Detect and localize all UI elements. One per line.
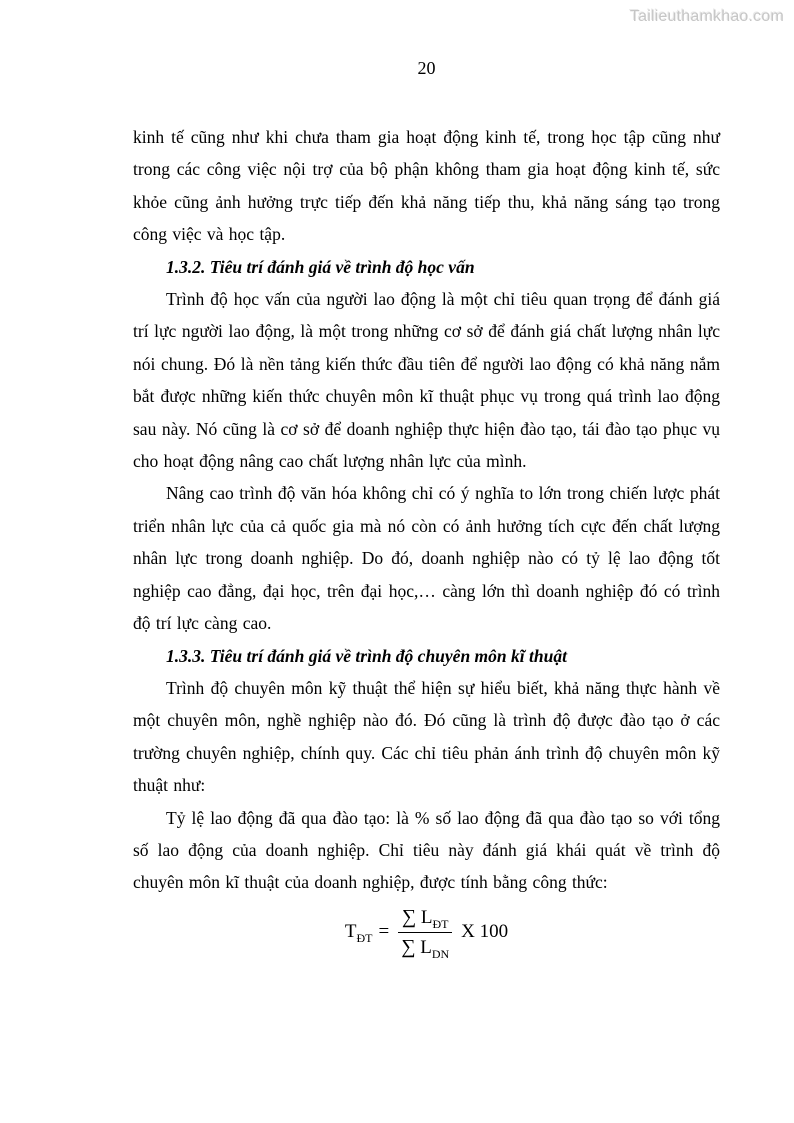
formula-multiplier: X 100: [461, 921, 509, 943]
watermark-text: Tailieuthamkhao.com: [629, 8, 784, 25]
paragraph-education-level: Trình độ học vấn của người lao động là một chỉ tiêu quan trọng để đánh giá trí lực người lao động, là một trong những cơ sở để đánh giá chất lượng nhân lực nói chung. Đó là nền tảng kiến thức đầu tiên để người lao động có khả năng nắm bắt được những kiến thức chuyên môn kĩ thuật phục vụ trong quá trình lao động sau này. Nó cũng là cơ sở để doanh nghiệp thực hiện đào tạo, tái đào tạo phục vụ cho hoạt động nâng cao chất lượng nhân lực của mình.: [133, 289, 720, 472]
formula-fraction: [397, 905, 453, 960]
section-heading-1-3-3: 1.3.3. Tiêu trí đánh giá về trình độ chuyên môn kĩ thuật: [166, 645, 567, 666]
paragraph-trained-labor-ratio: Tỷ lệ lao động đã qua đào tạo: là % số lao động đã qua đào tạo so với tổng số lao động của doanh nghiệp. Chỉ tiêu này đánh giá khái quát về trình độ chuyên môn kĩ thuật của doanh nghiệp, được tính bằng công thức:: [133, 807, 720, 893]
formula-equals: =: [378, 921, 390, 943]
formula-lhs: $T_{ĐT}$: [344, 921, 373, 945]
paragraph-health-effects: kinh tế cũng như khi chưa tham gia hoạt động kinh tế, trong học tập cũng như trong các công việc nội trợ của bộ phận không tham gia hoạt động kinh tế, sức khỏe cũng ảnh hưởng trực tiếp đến khả năng tiếp thu, khả năng sáng tạo trong công việc và học tập.: [133, 127, 720, 245]
paragraph-culture-level: Nâng cao trình độ văn hóa không chỉ có ý nghĩa to lớn trong chiến lược phát triển nhân lực của cả quốc gia mà nó còn có ảnh hưởng tích cực đến chất lượng nhân lực trong doanh nghiệp. Do đó, doanh nghiệp nào có tỷ lệ lao động tốt nghiệp cao đẳng, đại học, trên đại học,… càng lớn thì doanh nghiệp đó có trình độ trí lực càng cao.: [133, 483, 720, 634]
section-heading-1-3-2: 1.3.2. Tiêu trí đánh giá về trình độ học vấn: [166, 256, 475, 277]
formula-denominator: ∑ $L_{DN}$: [401, 935, 450, 961]
page-number: 20: [417, 58, 436, 78]
formula-numerator: ∑ $L_{ĐT}$: [398, 905, 453, 933]
paragraph-technical-skill: Trình độ chuyên môn kỹ thuật thể hiện sự hiểu biết, khả năng thực hành về một chuyên môn, nghề nghiệp nào đó. Đó cũng là trình độ được đào tạo ở các trường chuyên nghiệp, chính quy. Các chỉ tiêu phản ánh trình độ chuyên môn kỹ thuật như:: [133, 677, 720, 796]
trained-ratio-formula: [345, 905, 508, 960]
formula-row: [133, 905, 720, 960]
page-body: [133, 121, 720, 960]
